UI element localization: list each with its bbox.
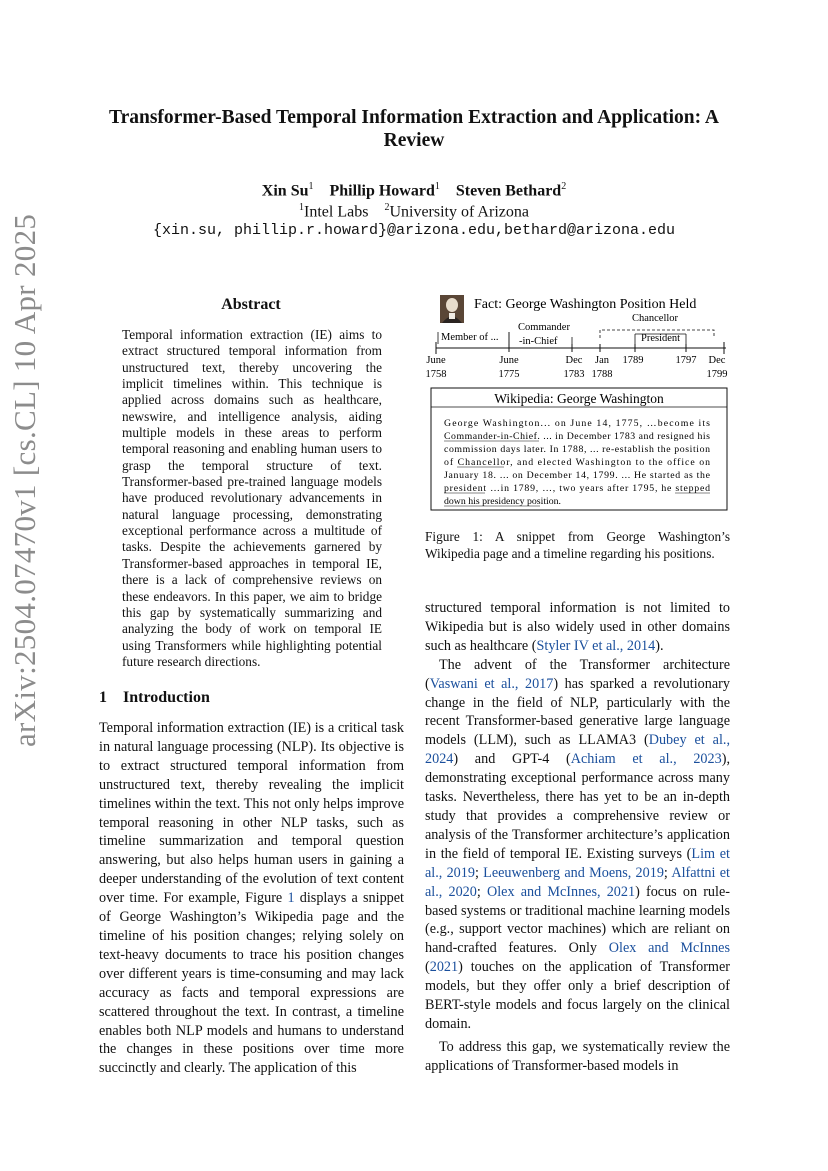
affiliation-mark: 1	[299, 202, 305, 213]
section-heading	[99, 689, 210, 707]
portrait-image	[440, 295, 464, 323]
author-affiliation-mark: 1	[308, 181, 314, 192]
snippet-line: commission days later. In 1788, ... re-establish the position	[444, 444, 710, 455]
author-name: Xin Su	[261, 182, 309, 200]
figure-reference-link[interactable]: 1	[287, 890, 295, 907]
tick-month: June	[499, 355, 519, 366]
position-label-commander: Commander	[518, 322, 570, 333]
wikipedia-box	[431, 388, 727, 510]
citation-link[interactable]: Styler IV et al., 2014	[536, 637, 656, 654]
body-text: ) has sparked a revolutionary change in the field of NLP, particularly with the recent Transformer-based generative large language models (LLM), such as LLAMA3 (	[425, 675, 730, 749]
citation-link[interactable]: Olex and McInnes	[608, 940, 730, 957]
tick-year: 1789	[622, 355, 644, 366]
intro-text: Temporal information extraction (IE) is a critical task in natural language processing (NLP). Its objective is to extract structured temporal information from unstructured text, thereby revealing the implicit timelines within the text. This not only helps improve temporal reasoning in other NLP tasks, such as timeline summarization and temporal question answering, but also helps human users in gaining a deeper understanding of the evolution of text content over time. For example, Figure	[99, 720, 404, 907]
body-text: The advent of the Transformer architecture (	[425, 656, 730, 692]
citation-link[interactable]: Dubey et al., 2024	[425, 732, 730, 768]
snippet-line: George Washington... on June 14, 1775, …become its	[444, 418, 710, 429]
affiliation-list	[80, 202, 748, 221]
body-text: ) focus on rule-based systems or traditional machine learning models (e.g., support vector machines) which are reliant on hand-crafted features. Only	[425, 883, 730, 957]
citation-link[interactable]: Achiam et al., 2023	[570, 751, 722, 768]
section-title: Introduction	[123, 689, 210, 706]
tick-month: Dec	[708, 355, 726, 366]
snippet-line: of Chancellor, and elected Washington to the office on	[444, 457, 710, 468]
intro-paragraph	[99, 719, 404, 1078]
paper-title: Transformer-Based Temporal Information Extraction and Application: A Review	[109, 107, 719, 151]
author-emails: {xin.su, phillip.r.howard}@arizona.edu,bethard@arizona.edu	[152, 222, 676, 239]
intro-text: displays a snippet of George Washington’s Wikipedia page and the timeline of his position changes; relying solely on text-heavy documents to trace his position changes over different years is time-consuming and may lack accuracy as facts and temporal expressions are scattered throughout the text. In contrast, a timeline enables both NLP models and humans to understand the changes in these positions over time more succinctly and clearly. The application of this	[99, 890, 404, 1077]
position-label-commander-cont: -in-Chief	[519, 336, 558, 347]
snippet-line: president …in 1789, …, two years after 1795, he stepped	[444, 483, 710, 494]
citation-link[interactable]: 2021	[429, 959, 459, 976]
author-name: Steven Bethard	[455, 182, 562, 200]
wikipedia-snippet	[444, 418, 711, 507]
snippet-line: down his presidency position.	[444, 496, 562, 507]
tick-year: 1797	[675, 355, 697, 366]
timeline-tick-labels	[426, 355, 728, 380]
affiliation-mark: 2	[384, 202, 390, 213]
figure-fact-title: Fact: George Washington Position Held	[474, 297, 697, 312]
tick-year: 1799	[706, 369, 728, 380]
tick-year: 1783	[563, 369, 585, 380]
body-text: (	[425, 959, 430, 976]
body-text: ;	[474, 864, 484, 881]
body-text: structured temporal information is not limited to Wikipedia but is also widely used in other domains such as healthcare (	[425, 600, 730, 654]
tick-year: 1758	[425, 369, 447, 380]
affiliation-name: University of Arizona	[389, 203, 529, 221]
paragraph	[425, 1038, 730, 1076]
snippet-line: January 18. ... on December 14, 1799. ... He started as the	[444, 470, 710, 481]
author-name: Phillip Howard	[329, 182, 435, 200]
body-text: ) touches on the application of Transformer models, but they offer only a brief description of BERT-style models and focus largely on the clinical domain.	[425, 959, 730, 1032]
tick-month: June	[426, 355, 446, 366]
figure-caption: Figure 1: A snippet from George Washington’s Wikipedia page and a timeline regarding his positions.	[425, 529, 730, 561]
right-column-text	[425, 599, 730, 1076]
timeline-axis	[436, 342, 726, 354]
position-label-chancellor: Chancellor	[631, 313, 679, 324]
citation-link[interactable]: Olex and McInnes, 2021	[486, 883, 636, 900]
section-number: 1	[99, 689, 107, 706]
body-text: ) and GPT-4 (	[453, 751, 571, 768]
tick-month: Dec	[565, 355, 583, 366]
body-text: ;	[476, 883, 487, 900]
citation-link[interactable]: Vaswani et al., 2017	[429, 675, 554, 692]
citation-link[interactable]: Lim et al., 2019	[425, 845, 730, 881]
body-text: To address this gap, we systematically review the applications of Transformer-based models in	[425, 1038, 730, 1074]
paragraph	[425, 656, 730, 1034]
author-list	[80, 181, 748, 200]
author-affiliation-mark: 1	[434, 181, 440, 192]
abstract-heading: Abstract	[221, 296, 281, 313]
figure-timeline	[424, 290, 734, 516]
position-label-president: President	[641, 333, 681, 344]
author-affiliation-mark: 2	[561, 181, 567, 192]
affiliation-name: Intel Labs	[304, 203, 369, 221]
body-text: ), demonstrating exceptional performance across many tasks. Nevertheless, there has yet to be an in-depth study that provides a comprehensive review or analysis of the Transformer architecture’s application in the field of temporal IE. Existing surveys (	[425, 751, 730, 862]
abstract-text: Temporal information extraction (IE) aims to extract structured temporal information from unstructured text, thereby uncovering the implicit timelines within. This technique is applied across domains such as healthcare, newswire, and intelligence analysis, aiding multiple models in these areas to perform temporal reasoning and enabling human users to grasp the temporal structure of text. Transformer-based pre-trained language models have produced revolutionary advancements in natural language processing, demonstrating exceptional performance across a multitude of tasks. Despite the achievements garnered by Transformer-based approaches in temporal IE, there is a lack of comprehensive reviews on these endeavors. In this paper, we aim to bridge this gap by systematically summarizing and analyzing the body of work on temporal IE using Transformers while highlighting potential future research directions.	[122, 327, 382, 669]
position-label-member: Member of ...	[441, 332, 499, 343]
body-text: ;	[663, 864, 672, 881]
body-text: ).	[655, 637, 664, 654]
tick-year: 1788	[591, 369, 613, 380]
citation-link[interactable]: Alfattni et al., 2020	[425, 864, 730, 900]
tick-month: Jan	[595, 355, 609, 366]
snippet-line: Commander-in-Chief. ... in December 1783 and resigned his	[444, 431, 710, 442]
wikipedia-box-title: Wikipedia: George Washington	[494, 391, 664, 406]
paragraph	[425, 599, 730, 656]
tick-year: 1775	[498, 369, 520, 380]
arxiv-identifier: arXiv:2504.07470v1 [cs.CL] 10 Apr 2025	[7, 213, 42, 747]
citation-link[interactable]: Leeuwenberg and Moens, 2019	[483, 864, 664, 881]
